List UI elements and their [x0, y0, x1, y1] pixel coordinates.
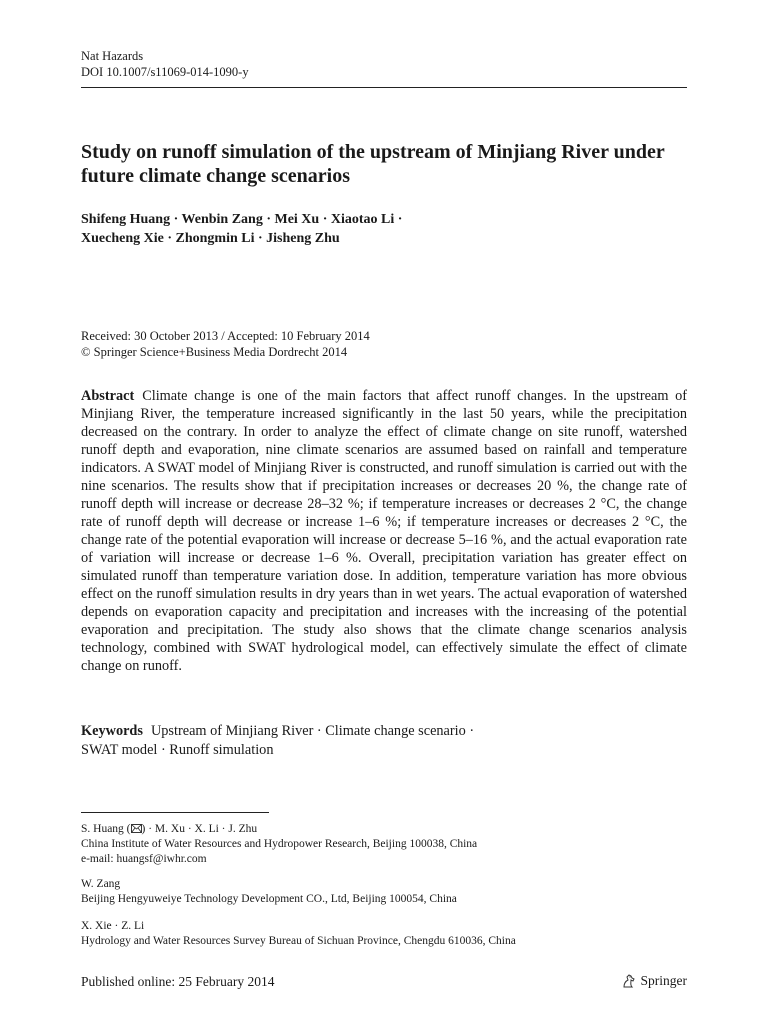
publisher-name: Springer [640, 973, 687, 988]
journal-name: Nat Hazards [81, 49, 144, 63]
keywords [81, 722, 687, 760]
affiliation-2-institution: Beijing Hengyuweiye Technology Development CO., Ltd, Beijing 100054, China [81, 893, 457, 905]
affiliation-3-names: X. Xie · Z. Li [81, 920, 145, 932]
affiliation-1-institution: China Institute of Water Resources and Hydropower Research, Beijing 100038, China [81, 838, 478, 850]
authors-line-1: Shifeng Huang · Wenbin Zang · Mei Xu · Xiaotao Li · [81, 212, 403, 227]
journal-header [81, 48, 249, 80]
authors-line-2: Xuecheng Xie · Zhongmin Li · Jisheng Zhu [81, 231, 340, 246]
doi[interactable]: DOI 10.1007/s11069-014-1090-y [81, 65, 249, 79]
affiliation-3-institution: Hydrology and Water Resources Survey Bureau of Sichuan Province, Chengdu 610036, China [81, 935, 516, 947]
affiliation-2-names: W. Zang [81, 878, 121, 890]
affiliation-2 [81, 877, 687, 907]
abstract-text: Climate change is one of the main factors that affect runoff changes. In the upstream of Minjiang River, the temperature increased significantly in the last 50 years, while the precipitation decreased on the contrary. In order to analyze the effect of climate change on site runoff, watershed runoff depth and evaporation, nine climate scenarios are assumed based on rainfall and temperature indicators. A SWAT model of Minjiang River is constructed, and runoff simulation is carried out with the nine scenarios. The results show that if precipitation increases or decreases 20 %, the change rate of runoff depth will increase or decrease 28–32 %; if temperature increases or decreases 2 °C, the change rate of runoff depth will decrease or increase 1–6 %; if temperature increases or decreases 2 °C, the change rate of the potential evaporation will increase or decrease 5–16 %, and the actual evaporation rate of variation will increase or decrease 1–6 %. Overall, precipitation variation has greater effect on simulated runoff than temperature variation dose. In addition, temperature variation has more obvious effect on the runoff simulation results in dry years than in wet years. The actual evaporation of watershed depends on evaporation capacity and precipitation and increases with the increasing of the potential evaporation and precipitation. The study also shows that the climate change scenarios analysis technology, combined with SWAT hydrological model, can effectively simulate the effect of climate change on runoff. [81, 388, 687, 674]
publication-dates [81, 328, 370, 360]
article-title: Study on runoff simulation of the upstream of Minjiang River under future climate change scenarios [81, 141, 665, 187]
abstract-label: Abstract [81, 388, 135, 404]
springer-horse-icon [621, 973, 637, 989]
footnote-rule [81, 812, 269, 813]
keywords-label: Keywords [81, 723, 143, 739]
keywords-line-2: SWAT model · Runoff simulation [81, 742, 274, 758]
affiliation-1 [81, 822, 687, 867]
received-accepted: Received: 30 October 2013 / Accepted: 10 February 2014 [81, 329, 370, 343]
header-rule [81, 87, 687, 88]
copyright: © Springer Science+Business Media Dordrecht 2014 [81, 345, 348, 359]
affiliation-1-names: S. Huang ( ) · M. Xu · X. Li · J. Zhu [81, 823, 258, 835]
affiliation-3 [81, 919, 687, 949]
abstract [81, 387, 687, 675]
author-list [81, 210, 687, 248]
published-online: Published online: 25 February 2014 [81, 974, 275, 989]
publisher-logo [621, 972, 688, 990]
affiliation-1-email[interactable]: e-mail: huangsf@iwhr.com [81, 853, 207, 865]
envelope-icon[interactable] [131, 824, 142, 833]
keywords-line-1: Upstream of Minjiang River · Climate change scenario · [150, 723, 475, 739]
